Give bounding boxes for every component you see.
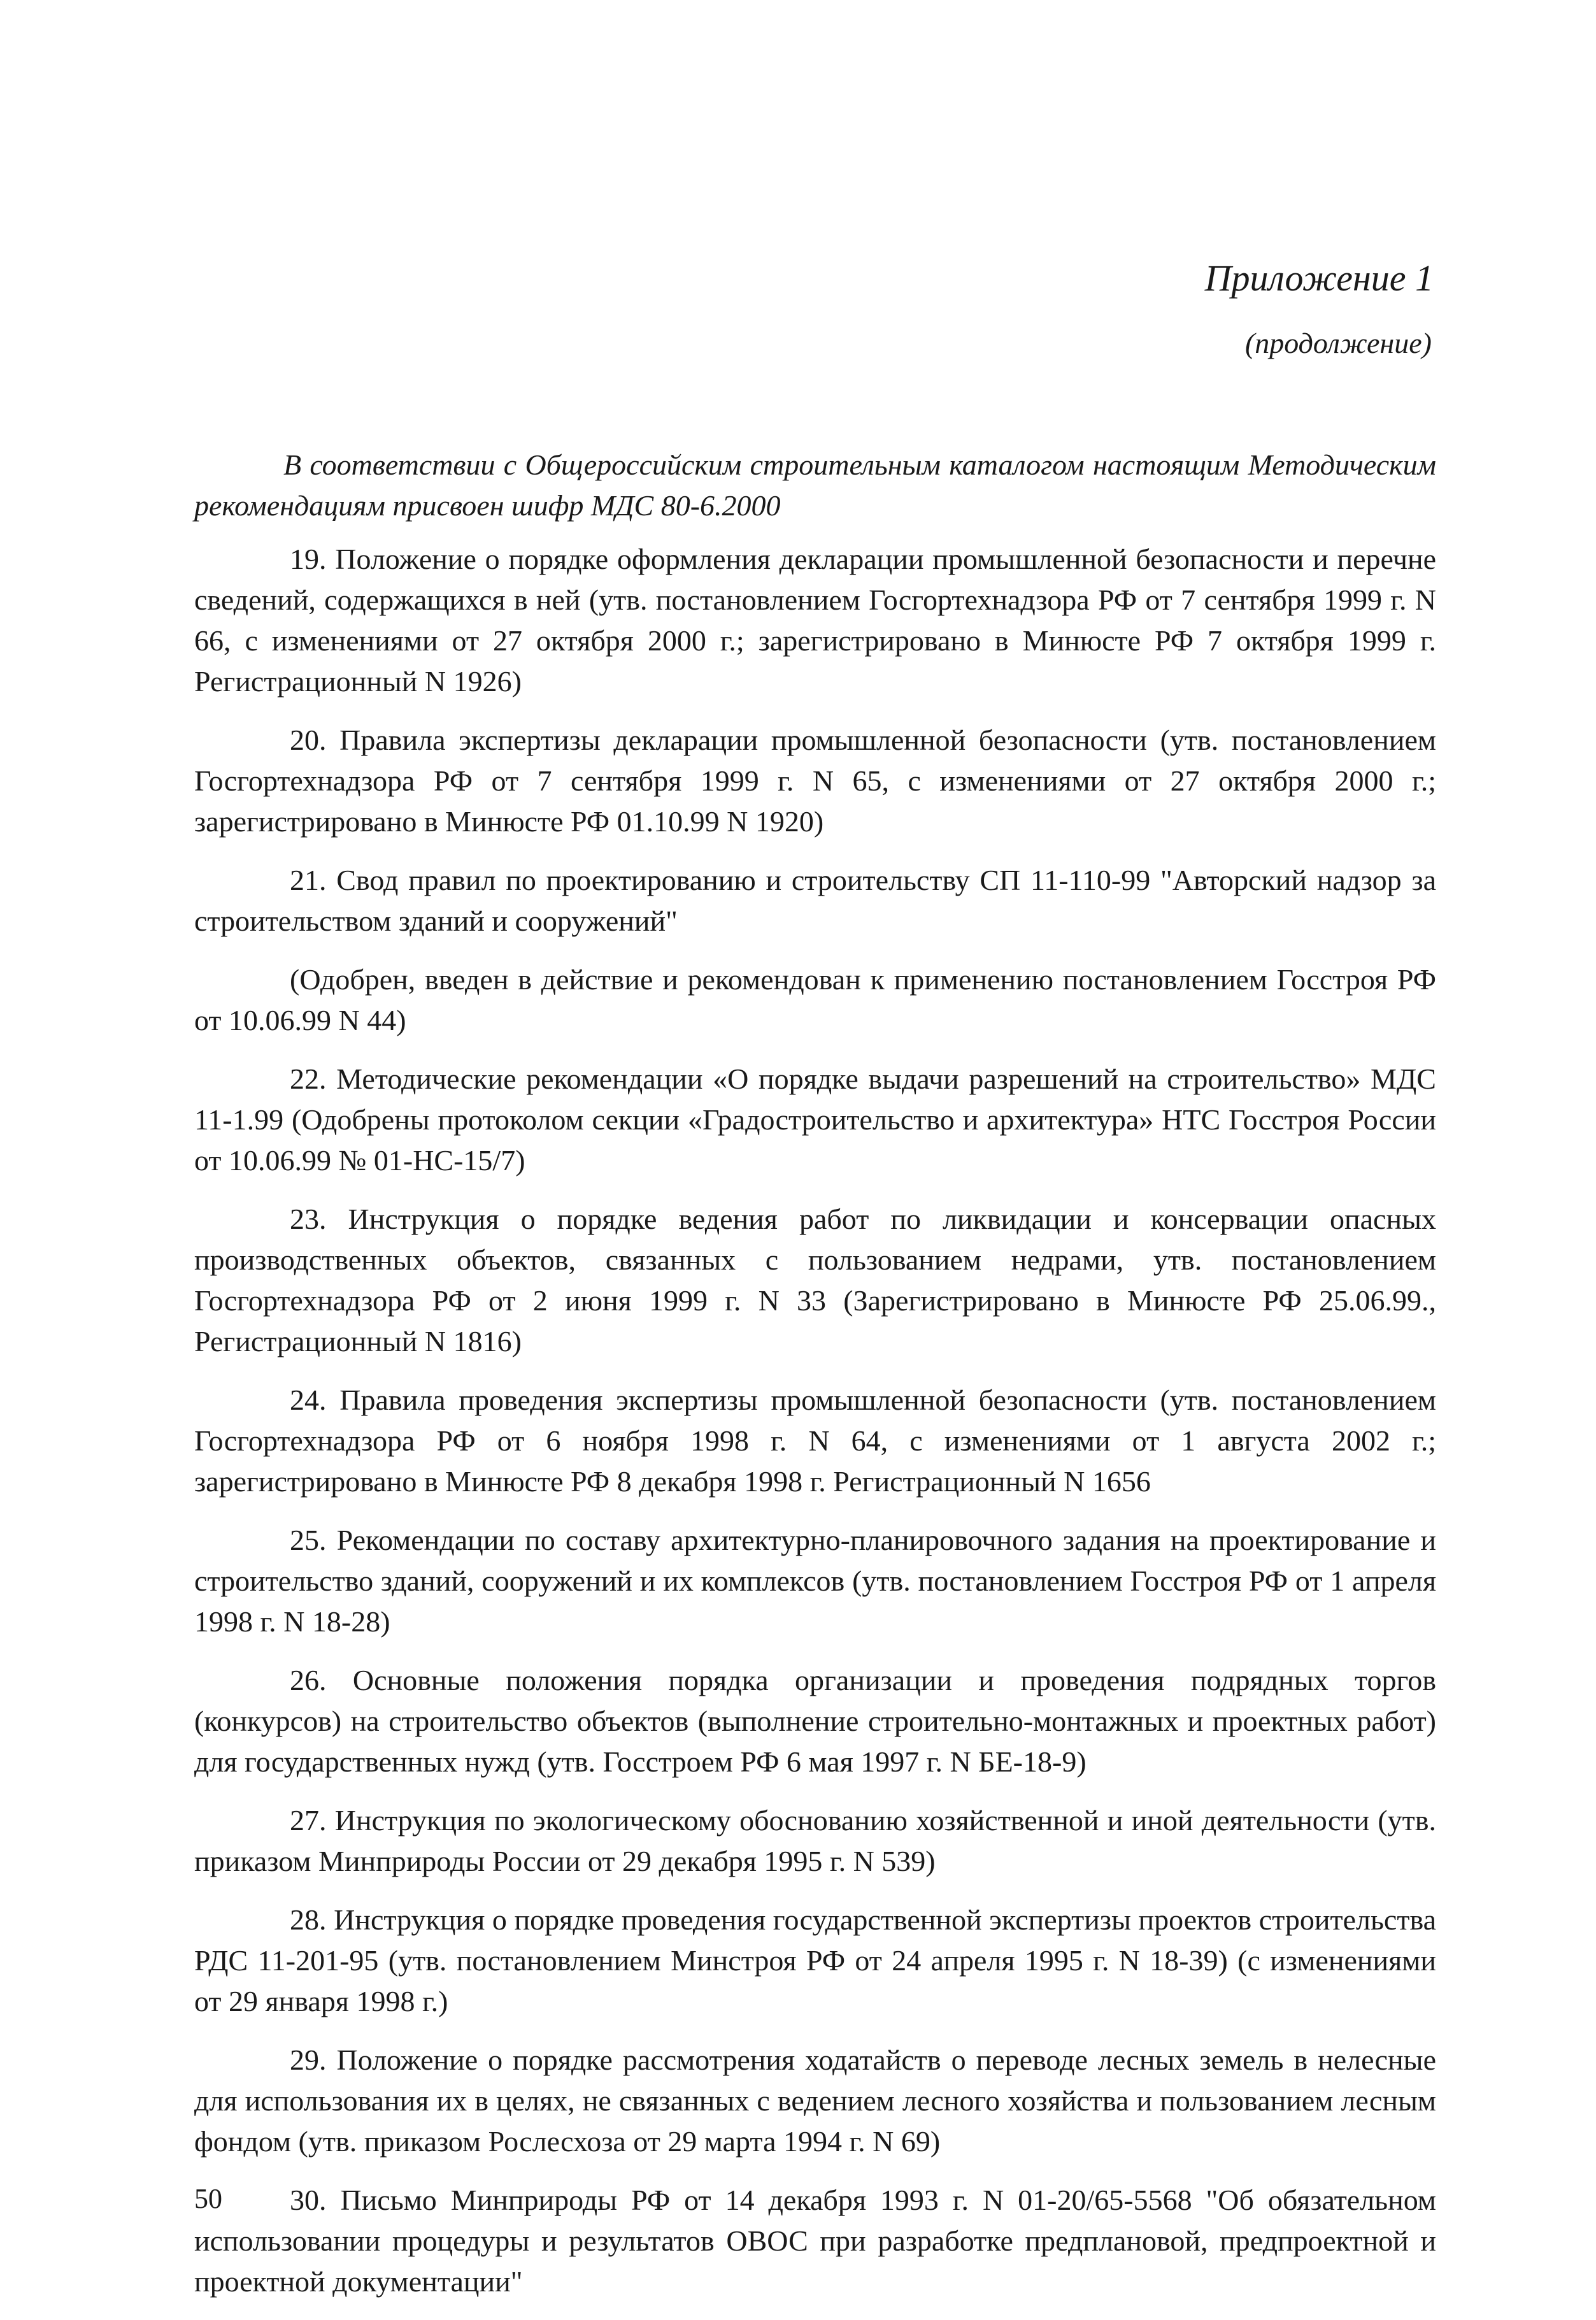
appendix-subtitle: (продолжение)	[1244, 327, 1432, 359]
page-number: 50	[194, 2183, 222, 2214]
list-item: 19. Положение о порядке оформления декларации промышленной безопасности и перечне сведений, содержащихся в ней (утв. постановлением Госгортехнадзора РФ от 7 сентября 1999 г. N 66, с изменениями от 27 октября 2000 г.; зарегистрировано в Минюсте РФ 7 октября 1999 г. Регистрационный N 1926)	[194, 543, 1436, 698]
list-item: 28. Инструкция о порядке проведения государственной экспертизы проектов строительства РДС 11-201-95 (утв. постановлением Минстроя РФ от 24 апреля 1995 г. N 18-39) (с изменениями от 29 января 1998 г.)	[194, 1903, 1436, 2017]
catalog-note: В соответствии с Общероссийским строительным каталогом настоящим Методическим рекомендациям присвоен шифр МДС 80-6.2000	[194, 448, 1436, 522]
list-item: 25. Рекомендации по составу архитектурно-планировочного задания на проектирование и строительство зданий, сооружений и их комплексов (утв. постановлением Госстроя РФ от 1 апреля 1998 г. N 18-28)	[194, 1524, 1436, 1638]
list-item: 30. Письмо Минприроды РФ от 14 декабря 1993 г. N 01-20/65-5568 "Об обязательном использовании процедуры и результатов ОВОС при разработке предплановой, предпроектной и проектной документации"	[194, 2184, 1436, 2298]
list-item: 22. Методические рекомендации «О порядке выдачи разрешений на строительство» МДС 11-1.99 (Одобрены протоколом секции «Градостроительство и архитектура» НТС Госстроя России от 10.06.99 № 01-НС-15/7)	[194, 1063, 1436, 1177]
list-item: (Одобрен, введен в действие и рекомендован к применению постановлением Госстроя РФ от 10.06.99 N 44)	[194, 963, 1436, 1036]
list-item: 27. Инструкция по экологическому обоснованию хозяйственной и иной деятельности (утв. приказом Минприроды России от 29 декабря 1995 г. N 539)	[194, 1804, 1436, 1877]
list-item: 24. Правила проведения экспертизы промышленной безопасности (утв. постановлением Госгортехнадзора РФ от 6 ноября 1998 г. N 64, с изменениями от 1 августа 2002 г.; зарегистрировано в Минюсте РФ 8 декабря 1998 г. Регистрационный N 1656	[194, 1384, 1436, 1498]
list-item: 29. Положение о порядке рассмотрения ходатайств о переводе лесных земель в нелесные для использования их в целях, не связанных с ведением лесного хозяйства и пользованием лесным фондом (утв. приказом Рослесхоза от 29 марта 1994 г. N 69)	[194, 2044, 1436, 2158]
list-item: 23. Инструкция о порядке ведения работ по ликвидации и консервации опасных производственных объектов, связанных с пользованием недрами, утв. постановлением Госгортехнадзора РФ от 2 июня 1999 г. N 33 (Зарегистрировано в Минюсте РФ 25.06.99., Регистрационный N 1816)	[194, 1203, 1436, 1357]
document-body	[194, 445, 1436, 2320]
appendix-title: Приложение 1	[1204, 257, 1434, 299]
list-item: 26. Основные положения порядка организации и проведения подрядных торгов (конкурсов) на строительство объектов (выполнение строительно-монтажных и проектных работ) для государственных нужд (утв. Госстроем РФ 6 мая 1997 г. N БЕ-18-9)	[194, 1664, 1436, 1778]
list-item: 21. Свод правил по проектированию и строительству СП 11-110-99 "Авторский надзор за строительством зданий и сооружений"	[194, 864, 1436, 937]
list-item: 20. Правила экспертизы декларации промышленной безопасности (утв. постановлением Госгортехнадзора РФ от 7 сентября 1999 г. N 65, с изменениями от 27 октября 2000 г.; зарегистрировано в Минюсте РФ 01.10.99 N 1920)	[194, 724, 1436, 838]
